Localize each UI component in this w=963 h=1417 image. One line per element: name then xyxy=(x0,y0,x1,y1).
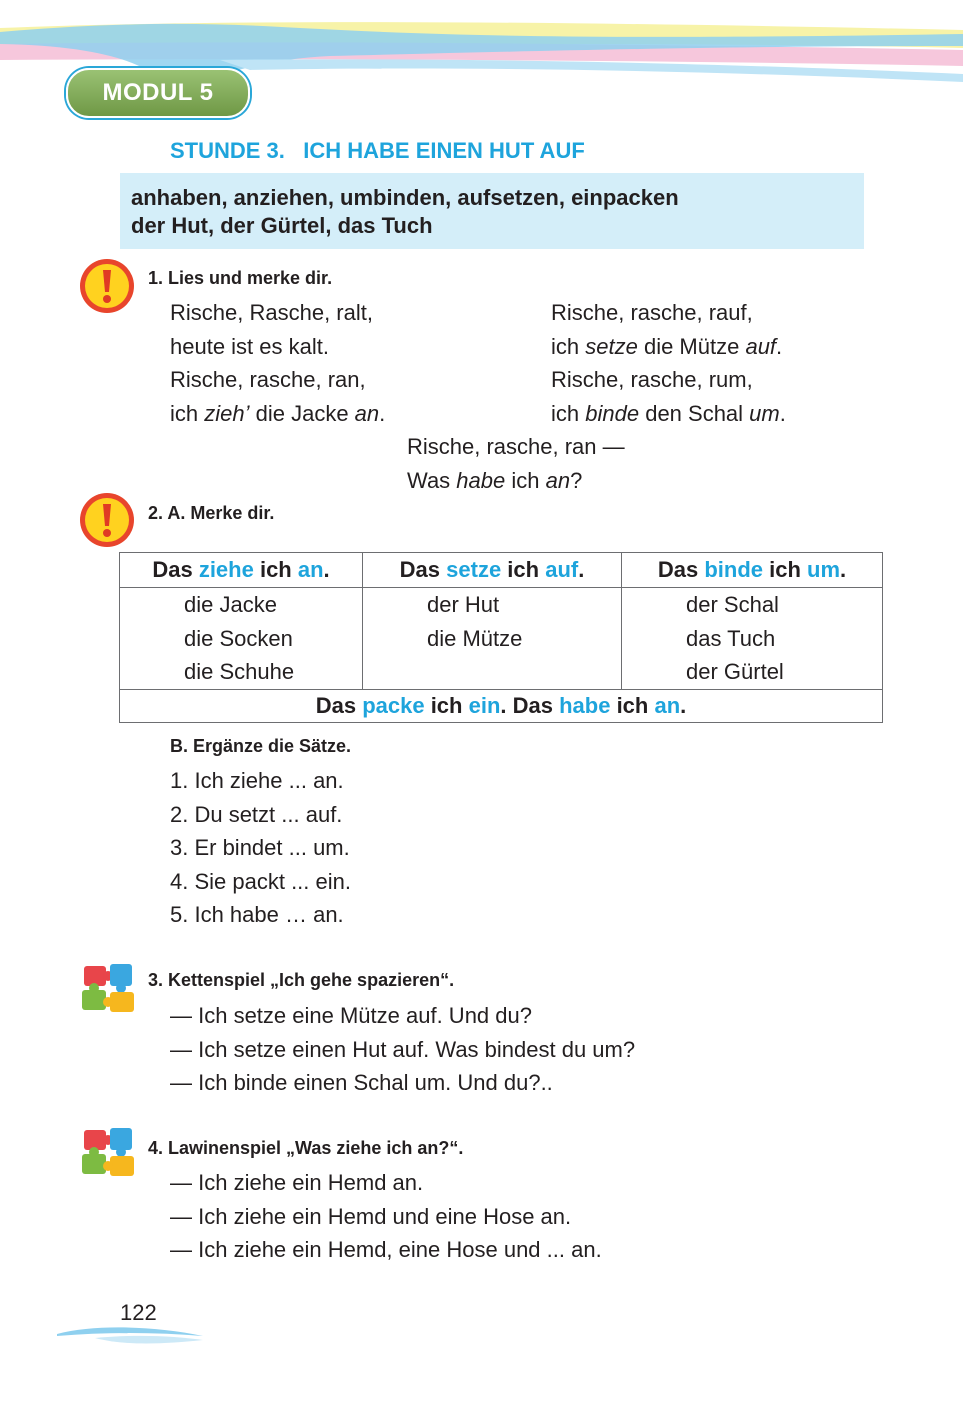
poem-line: heute ist es kalt. xyxy=(170,333,329,359)
table-cell-aufsetzen xyxy=(363,588,622,690)
dialogue-line: — Ich setze einen Hut auf. Was bindest du um? xyxy=(170,1036,636,1062)
dialogue-line: — Ich ziehe ein Hemd, eine Hose und ... an. xyxy=(170,1237,602,1262)
dialogue-line: — Ich ziehe ein Hemd und eine Hose an. xyxy=(170,1203,572,1229)
table-item: die Schuhe xyxy=(184,659,295,684)
table-footer: Das packe ich ein. Das habe ich an. xyxy=(120,689,883,722)
poem-line: Rische, rasche, rum, xyxy=(551,367,753,392)
lesson-title: STUNDE 3. ICH HABE EINEN HUT AUF xyxy=(170,138,585,163)
module-badge: MODUL 5 xyxy=(66,68,250,118)
table-item: der Schal xyxy=(686,592,779,617)
poem-line: ich setze die Mütze auf. xyxy=(551,333,783,359)
sentence-item: 5. Ich habe … an. xyxy=(170,902,344,927)
poem-line: ich binde den Schal um. xyxy=(551,400,786,426)
table-item: der Gürtel xyxy=(686,659,784,684)
task2-heading: 2. A. Merke dir. xyxy=(148,503,275,523)
table-header-umbinden: Das binde ich um. xyxy=(622,553,883,588)
puzzle-icon xyxy=(80,1126,138,1180)
dialogue-line: — Ich ziehe ein Hemd an. xyxy=(170,1170,424,1195)
poem-center-column xyxy=(407,430,625,497)
sentence-item: 1. Ich ziehe ... an. xyxy=(170,768,344,793)
poem-line: Rische, rasche, rauf, xyxy=(551,300,753,325)
poem-line: Rische, Rasche, ralt, xyxy=(170,300,373,325)
poem-left-column xyxy=(170,296,385,430)
table-header-anziehen: Das ziehe ich an. xyxy=(120,553,363,588)
table-item: der Hut xyxy=(427,592,500,617)
dialogue-line: — Ich setze eine Mütze auf. Und du? xyxy=(170,1003,532,1028)
task2-part-b-heading: B. Ergänze die Sätze. xyxy=(170,736,352,756)
poem-line: Rische, rasche, ran, xyxy=(170,367,366,392)
puzzle-icon xyxy=(80,962,138,1016)
dialogue-line: — Ich binde einen Schal um. Und du?.. xyxy=(170,1070,553,1095)
sentence-item: 3. Er bindet ... um. xyxy=(170,835,350,860)
poem-line: Was habe ich an? xyxy=(407,467,583,493)
exclamation-icon xyxy=(79,258,135,314)
sentence-list xyxy=(170,764,351,932)
sentence-item: 4. Sie packt ... ein. xyxy=(170,868,351,894)
merke-table xyxy=(119,552,883,723)
table-cell-umbinden xyxy=(622,588,883,690)
sentence-item: 2. Du setzt ... auf. xyxy=(170,801,343,827)
task1-heading: 1. Lies und merke dir. xyxy=(148,268,333,288)
poem-right-column xyxy=(551,296,786,430)
table-item: die Jacke xyxy=(184,592,277,617)
task3-dialogue xyxy=(170,999,635,1100)
task3-heading: 3. Kettenspiel „Ich gehe spazieren“. xyxy=(148,970,455,990)
poem-line: ich zieh’ die Jacke an. xyxy=(170,400,386,426)
vocabulary-verbs: anhaben, anziehen, umbinden, aufsetzen, einpacken xyxy=(131,185,679,210)
table-item: die Mütze xyxy=(427,625,523,651)
table-header-aufsetzen: Das setze ich auf. xyxy=(363,553,622,588)
table-item: das Tuch xyxy=(686,625,776,651)
table-item: die Socken xyxy=(184,625,293,651)
poem-line: Rische, rasche, ran — xyxy=(407,434,625,459)
vocabulary-nouns: der Hut, der Gürtel, das Tuch xyxy=(131,213,433,238)
exclamation-icon xyxy=(79,492,135,548)
task4-dialogue xyxy=(170,1166,602,1267)
vocabulary-box xyxy=(120,173,864,249)
task4-heading: 4. Lawinenspiel „Was ziehe ich an?“. xyxy=(148,1138,464,1158)
page-number: 122 xyxy=(120,1300,157,1325)
table-cell-anziehen xyxy=(120,588,363,690)
